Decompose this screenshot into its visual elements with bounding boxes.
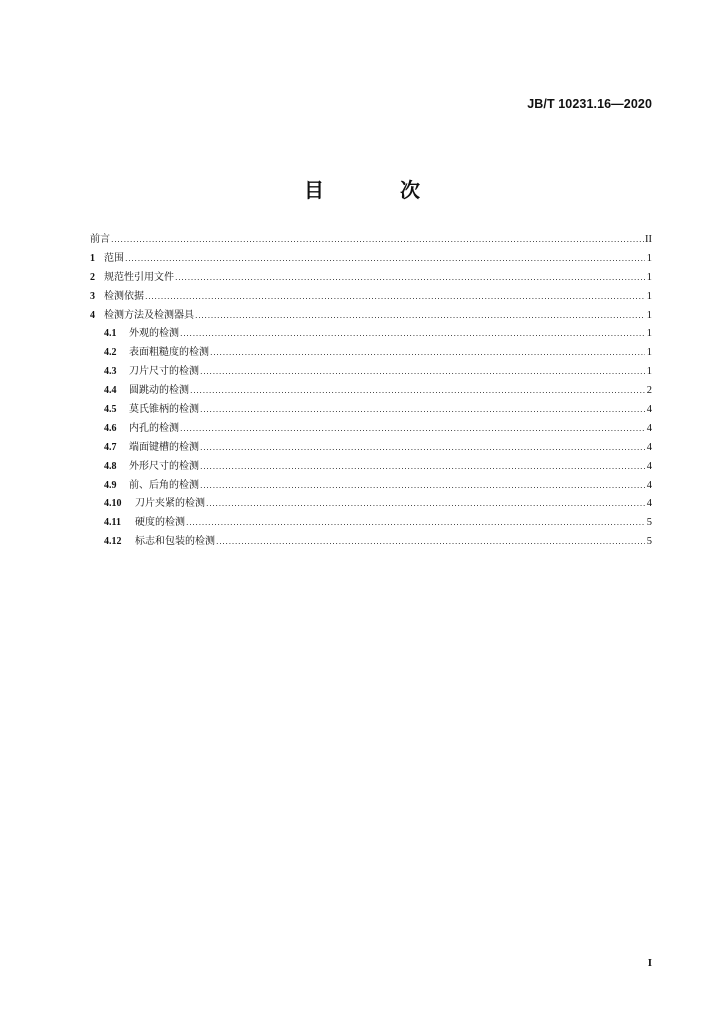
toc-entry-page: 1 <box>646 366 652 378</box>
toc-entry-page: 1 <box>646 328 652 340</box>
toc-entry-page: 1 <box>646 252 652 264</box>
toc-entry-4-2[interactable] <box>90 344 652 363</box>
toc-entry-4-3[interactable] <box>90 363 652 382</box>
dot-leader <box>216 533 645 552</box>
dot-leader <box>111 231 644 250</box>
toc-entry-page: 5 <box>646 536 652 548</box>
toc-entry-label: 端面键槽的检测 <box>129 441 199 453</box>
toc-entry-number: 4.6 <box>104 422 117 434</box>
dot-leader <box>210 344 645 363</box>
toc-entry-page: 4 <box>646 441 652 453</box>
toc-entry-label: 检测方法及检测器具 <box>104 309 194 321</box>
toc-entry-number: 3 <box>90 290 95 302</box>
toc-entry-4-8[interactable] <box>90 458 652 477</box>
toc-entry-label: 表面粗糙度的检测 <box>129 347 209 359</box>
dot-leader <box>195 307 645 326</box>
dot-leader <box>145 288 645 307</box>
toc-entry-4-6[interactable] <box>90 420 652 439</box>
toc-entry-label: 外形尺寸的检测 <box>129 460 199 472</box>
toc-entry-label: 检测依据 <box>104 290 144 302</box>
toc-entry-label: 莫氏锥柄的检测 <box>129 404 199 416</box>
dot-leader <box>186 514 645 533</box>
toc-entry-page: 1 <box>646 347 652 359</box>
toc-title: 目 次 <box>304 178 448 202</box>
toc-entry-page: 4 <box>646 422 652 434</box>
toc-entry-page: 1 <box>646 309 652 321</box>
toc-entry-number: 2 <box>90 271 95 283</box>
dot-leader <box>190 382 645 401</box>
toc-entry-number: 4.5 <box>104 404 117 416</box>
toc-entry-number: 4.8 <box>104 460 117 472</box>
toc-entry-number: 4.11 <box>104 517 121 529</box>
toc-entry-number: 4.3 <box>104 366 117 378</box>
toc-entry-page: 1 <box>646 290 652 302</box>
toc-entry-page: II <box>645 234 652 245</box>
toc-entry-page: 5 <box>646 517 652 529</box>
toc-entry-4-10[interactable] <box>90 495 652 514</box>
toc-entry-4-1[interactable] <box>90 325 652 344</box>
toc-entry-page: 4 <box>646 460 652 472</box>
toc-entry-label: 圆跳动的检测 <box>129 385 189 397</box>
toc-entry-label: 刀片夹紧的检测 <box>135 498 205 510</box>
toc-entry-label: 硬度的检测 <box>135 517 185 529</box>
dot-leader <box>200 363 645 382</box>
toc-entry-number: 4.12 <box>104 536 122 548</box>
toc-entry-3[interactable] <box>90 288 652 307</box>
toc-entry-4-5[interactable] <box>90 401 652 420</box>
dot-leader <box>206 495 645 514</box>
dot-leader <box>200 439 645 458</box>
toc-entry-4-12[interactable] <box>90 533 652 552</box>
toc-entry-number: 4.7 <box>104 441 117 453</box>
table-of-contents <box>90 231 652 552</box>
dot-leader <box>200 458 645 477</box>
toc-entry-label: 前言 <box>90 234 110 245</box>
toc-entry-number: 4.1 <box>104 328 117 340</box>
toc-entry-number: 4 <box>90 309 95 321</box>
toc-entry-number: 4.2 <box>104 347 117 359</box>
toc-entry-number: 1 <box>90 252 95 264</box>
dot-leader <box>180 325 645 344</box>
toc-entry-4-7[interactable] <box>90 439 652 458</box>
toc-entry-label: 范围 <box>104 252 124 264</box>
toc-entry-page: 2 <box>646 385 652 397</box>
toc-entry-1[interactable] <box>90 250 652 269</box>
page-number: I <box>647 957 652 969</box>
dot-leader <box>200 477 645 496</box>
toc-entry-4-4[interactable] <box>90 382 652 401</box>
toc-entry-label: 标志和包装的检测 <box>135 536 215 548</box>
toc-entry-number: 4.4 <box>104 385 117 397</box>
toc-entry-number: 4.9 <box>104 479 117 491</box>
toc-entry-2[interactable] <box>90 269 652 288</box>
toc-entry-4-9[interactable] <box>90 477 652 496</box>
toc-entry-page: 4 <box>646 404 652 416</box>
toc-entry-4[interactable] <box>90 307 652 326</box>
dot-leader <box>175 269 645 288</box>
toc-entry-number: 4.10 <box>104 498 122 510</box>
dot-leader <box>125 250 645 269</box>
toc-entry-4-11[interactable] <box>90 514 652 533</box>
dot-leader <box>180 420 645 439</box>
toc-entry-foreword[interactable] <box>90 231 652 250</box>
toc-entry-page: 4 <box>646 479 652 491</box>
toc-entry-page: 4 <box>646 498 652 510</box>
toc-entry-label: 前、后角的检测 <box>129 479 199 491</box>
toc-entry-label: 规范性引用文件 <box>104 271 174 283</box>
toc-entry-label: 刀片尺寸的检测 <box>129 366 199 378</box>
dot-leader <box>200 401 645 420</box>
standard-code: JB/T 10231.16—2020 <box>527 97 652 111</box>
toc-entry-label: 内孔的检测 <box>129 422 179 434</box>
toc-entry-label: 外观的检测 <box>129 328 179 340</box>
toc-entry-page: 1 <box>646 271 652 283</box>
